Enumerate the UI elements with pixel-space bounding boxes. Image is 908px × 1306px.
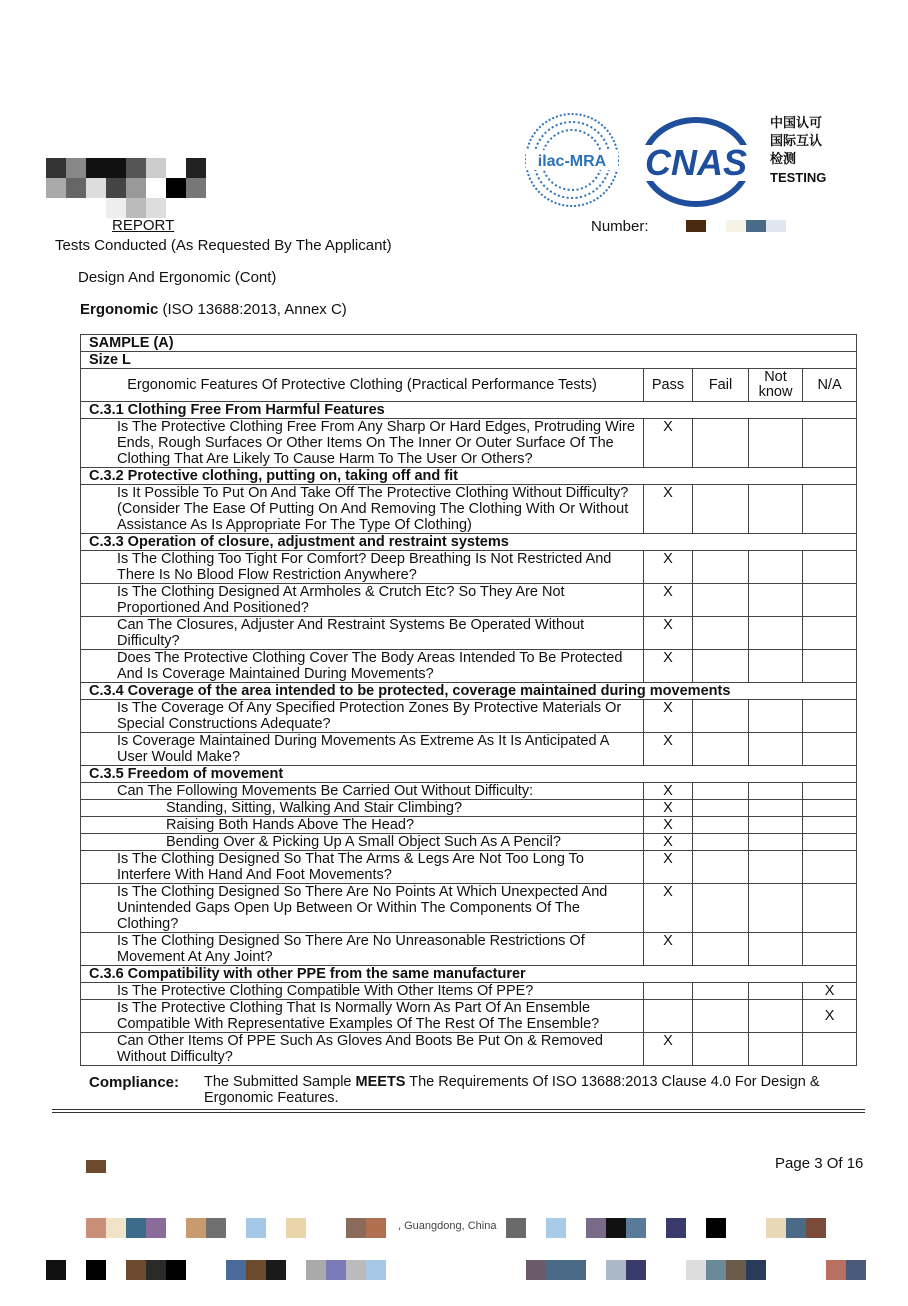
criterion-text: Is The Protective Clothing Free From Any Sharp Or Hard Edges, Protruding Wire Ends, Rough Surfaces Or Other Items On The Inner Or Outer Surface Of The Clothing That Are Likely To Cause Harm To The User Or Others? — [81, 419, 644, 468]
section-header: C.3.3 Operation of closure, adjustment and restraint systems — [81, 534, 857, 551]
na-mark — [803, 817, 857, 834]
redacted-company-logo — [46, 158, 216, 218]
criterion-row — [81, 851, 857, 884]
pass-mark: X — [644, 551, 693, 584]
criterion-row — [81, 783, 857, 800]
not-know-mark — [749, 851, 803, 884]
fail-mark — [693, 485, 749, 534]
footer-address-fragment: , Guangdong, China — [398, 1220, 497, 1232]
section-header: C.3.2 Protective clothing, putting on, taking off and fit — [81, 468, 857, 485]
pass-mark: X — [644, 419, 693, 468]
criterion-row — [81, 933, 857, 966]
section-heading: Design And Ergonomic (Cont) — [78, 269, 277, 286]
not-know-mark — [749, 834, 803, 851]
redacted-footer-address — [46, 1218, 866, 1282]
criterion-row — [81, 800, 857, 817]
criterion-row — [81, 817, 857, 834]
pass-mark: X — [644, 700, 693, 733]
not-know-mark — [749, 584, 803, 617]
fail-mark — [693, 617, 749, 650]
not-know-mark — [749, 933, 803, 966]
criterion-row — [81, 617, 857, 650]
criterion-row — [81, 834, 857, 851]
criterion-text: Is It Possible To Put On And Take Off The Protective Clothing Without Difficulty? (Consider The Ease Of Putting On And Removing The Clothing With Or Without Assistance As Is Appropriate For The Type Of Clothing) — [81, 485, 644, 534]
ergonomic-test-table — [80, 334, 857, 1066]
cnas-logo-text: CNAS — [644, 142, 748, 183]
not-know-mark — [749, 700, 803, 733]
criterion-text: Can The Following Movements Be Carried Out Without Difficulty: — [81, 783, 644, 800]
col-header-pass: Pass — [644, 369, 693, 402]
not-know-mark — [749, 419, 803, 468]
section-header: C.3.1 Clothing Free From Harmful Features — [81, 402, 857, 419]
standard-heading — [80, 301, 347, 318]
section-header-row — [81, 534, 857, 551]
na-mark — [803, 800, 857, 817]
ilac-logo-text: ilac-MRA — [537, 153, 607, 170]
cn-line-2: 国际互认 — [770, 134, 823, 149]
criterion-text: Can Other Items Of PPE Such As Gloves And Boots Be Put On & Removed Without Difficulty? — [81, 1033, 644, 1066]
pass-mark: X — [644, 933, 693, 966]
na-mark — [803, 851, 857, 884]
criterion-row — [81, 419, 857, 468]
fail-mark — [693, 1033, 749, 1066]
fail-mark — [693, 983, 749, 1000]
na-mark — [803, 1033, 857, 1066]
col-header-not-know: Not know — [749, 369, 803, 402]
not-know-mark — [749, 650, 803, 683]
compliance-pre: The Submitted Sample — [204, 1074, 356, 1090]
cn-line-4: TESTING — [770, 170, 827, 185]
na-mark — [803, 485, 857, 534]
na-mark — [803, 733, 857, 766]
criterion-text: Is The Clothing Designed So There Are No Unreasonable Restrictions Of Movement At Any Joint? — [81, 933, 644, 966]
fail-mark — [693, 551, 749, 584]
not-know-mark — [749, 783, 803, 800]
redacted-number — [686, 220, 786, 232]
not-know-mark — [749, 1033, 803, 1066]
col-header-feature: Ergonomic Features Of Protective Clothing (Practical Performance Tests) — [81, 369, 644, 402]
fail-mark — [693, 783, 749, 800]
pass-mark: X — [644, 817, 693, 834]
section-header-row — [81, 402, 857, 419]
criterion-row — [81, 884, 857, 933]
sample-label: SAMPLE (A) — [81, 335, 857, 352]
criterion-row — [81, 983, 857, 1000]
ilac-mra-logo — [524, 110, 620, 210]
section-header: C.3.6 Compatibility with other PPE from the same manufacturer — [81, 966, 857, 983]
report-label: REPORT — [112, 217, 175, 234]
fail-mark — [693, 733, 749, 766]
page-number: Page 3 Of 16 — [775, 1155, 864, 1172]
section-header-row — [81, 966, 857, 983]
criterion-text: Raising Both Hands Above The Head? — [81, 817, 644, 834]
section-header: C.3.4 Coverage of the area intended to be protected, coverage maintained during movements — [81, 683, 857, 700]
criterion-text: Does The Protective Clothing Cover The Body Areas Intended To Be Protected And Is Coverage Maintained During Movements? — [81, 650, 644, 683]
fail-mark — [693, 834, 749, 851]
criterion-row — [81, 1033, 857, 1066]
redacted-footer-mark — [86, 1160, 106, 1173]
not-know-mark — [749, 551, 803, 584]
not-know-mark — [749, 733, 803, 766]
fail-mark — [693, 650, 749, 683]
fail-mark — [693, 1000, 749, 1033]
na-mark — [803, 617, 857, 650]
not-know-mark — [749, 817, 803, 834]
not-know-mark — [749, 485, 803, 534]
pass-mark: X — [644, 884, 693, 933]
not-know-mark — [749, 1000, 803, 1033]
fail-mark — [693, 700, 749, 733]
cn-line-3: 检测 — [770, 152, 797, 167]
fail-mark — [693, 800, 749, 817]
size-label: Size L — [81, 352, 857, 369]
na-mark: X — [803, 983, 857, 1000]
sample-row — [81, 335, 857, 352]
size-row — [81, 352, 857, 369]
criterion-text: Is Coverage Maintained During Movements As Extreme As It Is Anticipated A User Would Make? — [81, 733, 644, 766]
col-header-fail: Fail — [693, 369, 749, 402]
criterion-text: Can The Closures, Adjuster And Restraint Systems Be Operated Without Difficulty? — [81, 617, 644, 650]
na-mark — [803, 700, 857, 733]
compliance-post: The Requirements Of ISO 13688:2013 Clause 4.0 For Design & Ergonomic Features. — [204, 1074, 820, 1106]
na-mark — [803, 783, 857, 800]
pass-mark: X — [644, 650, 693, 683]
criterion-row — [81, 1000, 857, 1033]
criterion-text: Standing, Sitting, Walking And Stair Climbing? — [81, 800, 644, 817]
not-know-mark — [749, 884, 803, 933]
compliance-result: MEETS — [355, 1074, 406, 1090]
criterion-text: Is The Coverage Of Any Specified Protection Zones By Protective Materials Or Special Constructions Adequate? — [81, 700, 644, 733]
na-mark — [803, 584, 857, 617]
pass-mark: X — [644, 733, 693, 766]
section-header: C.3.5 Freedom of movement — [81, 766, 857, 783]
pass-mark: X — [644, 584, 693, 617]
criterion-row — [81, 551, 857, 584]
criterion-row — [81, 584, 857, 617]
criterion-row — [81, 650, 857, 683]
pass-mark — [644, 1000, 693, 1033]
criterion-text: Bending Over & Picking Up A Small Object Such As A Pencil? — [81, 834, 644, 851]
pass-mark: X — [644, 800, 693, 817]
fail-mark — [693, 817, 749, 834]
criterion-text: Is The Clothing Designed So That The Arms & Legs Are Not Too Long To Interfere With Hand And Foot Movements? — [81, 851, 644, 884]
compliance-statement — [204, 1074, 854, 1106]
section-header-row — [81, 468, 857, 485]
fail-mark — [693, 584, 749, 617]
na-mark — [803, 884, 857, 933]
not-know-mark — [749, 800, 803, 817]
section-header-row — [81, 683, 857, 700]
na-mark — [803, 650, 857, 683]
criterion-text: Is The Clothing Designed So There Are No Points At Which Unexpected And Unintended Gaps Open Up Between Or Within The Components Of The Clothing? — [81, 884, 644, 933]
not-know-mark — [749, 983, 803, 1000]
pass-mark: X — [644, 851, 693, 884]
cnas-chinese-text — [770, 115, 826, 187]
fail-mark — [693, 884, 749, 933]
tests-conducted-heading: Tests Conducted (As Requested By The Applicant) — [55, 237, 392, 254]
criterion-text: Is The Clothing Too Tight For Comfort? Deep Breathing Is Not Restricted And There Is No Blood Flow Restriction Anywhere? — [81, 551, 644, 584]
not-know-mark — [749, 617, 803, 650]
criterion-row — [81, 485, 857, 534]
criterion-text: Is The Protective Clothing That Is Normally Worn As Part Of An Ensemble Compatible With Representative Examples Of The Rest Of The Ensemble? — [81, 1000, 644, 1033]
pass-mark: X — [644, 485, 693, 534]
col-header-na: N/A — [803, 369, 857, 402]
na-mark — [803, 551, 857, 584]
cn-line-1: 中国认可 — [770, 116, 823, 131]
column-header-row — [81, 369, 857, 402]
standard-bold: Ergonomic — [80, 301, 159, 318]
na-mark: X — [803, 1000, 857, 1033]
fail-mark — [693, 933, 749, 966]
criterion-text: Is The Clothing Designed At Armholes & Crutch Etc? So They Are Not Proportioned And Positioned? — [81, 584, 644, 617]
criterion-row — [81, 700, 857, 733]
number-label: Number: — [591, 218, 649, 235]
pass-mark: X — [644, 617, 693, 650]
criterion-row — [81, 733, 857, 766]
na-mark — [803, 834, 857, 851]
section-header-row — [81, 766, 857, 783]
na-mark — [803, 419, 857, 468]
footer-rule-bottom — [52, 1112, 865, 1113]
standard-rest: (ISO 13688:2013, Annex C) — [158, 301, 347, 318]
fail-mark — [693, 851, 749, 884]
pass-mark: X — [644, 783, 693, 800]
cnas-logo — [638, 117, 756, 207]
compliance-label: Compliance: — [89, 1074, 180, 1091]
footer-rule-top — [52, 1109, 865, 1110]
pass-mark: X — [644, 1033, 693, 1066]
criterion-text: Is The Protective Clothing Compatible With Other Items Of PPE? — [81, 983, 644, 1000]
fail-mark — [693, 419, 749, 468]
na-mark — [803, 933, 857, 966]
pass-mark: X — [644, 834, 693, 851]
pass-mark — [644, 983, 693, 1000]
